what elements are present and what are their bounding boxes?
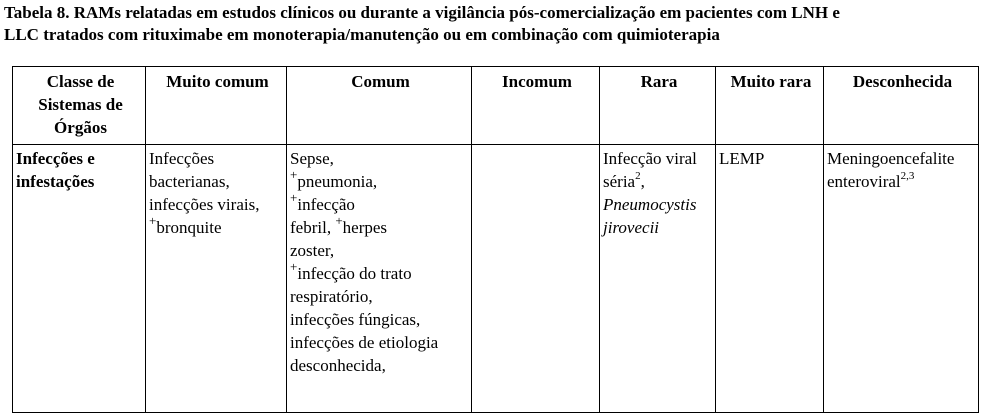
header-rare: Rara xyxy=(600,67,716,145)
header-very-rare: Muito rara xyxy=(716,67,824,145)
table-header-row xyxy=(13,67,979,145)
cell-rare: Infecção viral séria$^2$, Pneumocystis jirovecii xyxy=(600,145,716,413)
cell-unknown: Meningoencefalite enteroviral$^{2,3}$ xyxy=(824,145,979,413)
caption-line-1: Tabela 8. RAMs relatadas em estudos clínicos ou durante a vigilância pós-comercialização em pacientes com LNH e xyxy=(4,3,840,22)
caption-line-2: LLC tratados com rituximabe em monoterapia/manutenção ou em combinação com quimioterapia xyxy=(4,25,720,44)
cell-very-common: Infecções bacterianas, infecções virais, +bronquite xyxy=(146,145,287,413)
header-uncommon: Incomum xyxy=(472,67,600,145)
cell-system-organ-class: Infecções e infestações xyxy=(13,145,146,413)
adverse-reactions-table xyxy=(12,66,979,413)
header-unknown: Desconhecida xyxy=(824,67,979,145)
table-caption xyxy=(4,2,992,46)
table-row xyxy=(13,145,979,413)
cell-common: Sepse, +pneumonia, +infecção febril, +herpes zoster, +infecção do trato respiratório, infecções fúngicas, infecções de etiologia desconhecida, xyxy=(287,145,472,413)
cell-uncommon xyxy=(472,145,600,413)
header-very-common: Muito comum xyxy=(146,67,287,145)
cell-very-rare: LEMP xyxy=(716,145,824,413)
header-common: Comum xyxy=(287,67,472,145)
header-system-organ-class: Classe de Sistemas de Órgãos xyxy=(13,67,146,145)
